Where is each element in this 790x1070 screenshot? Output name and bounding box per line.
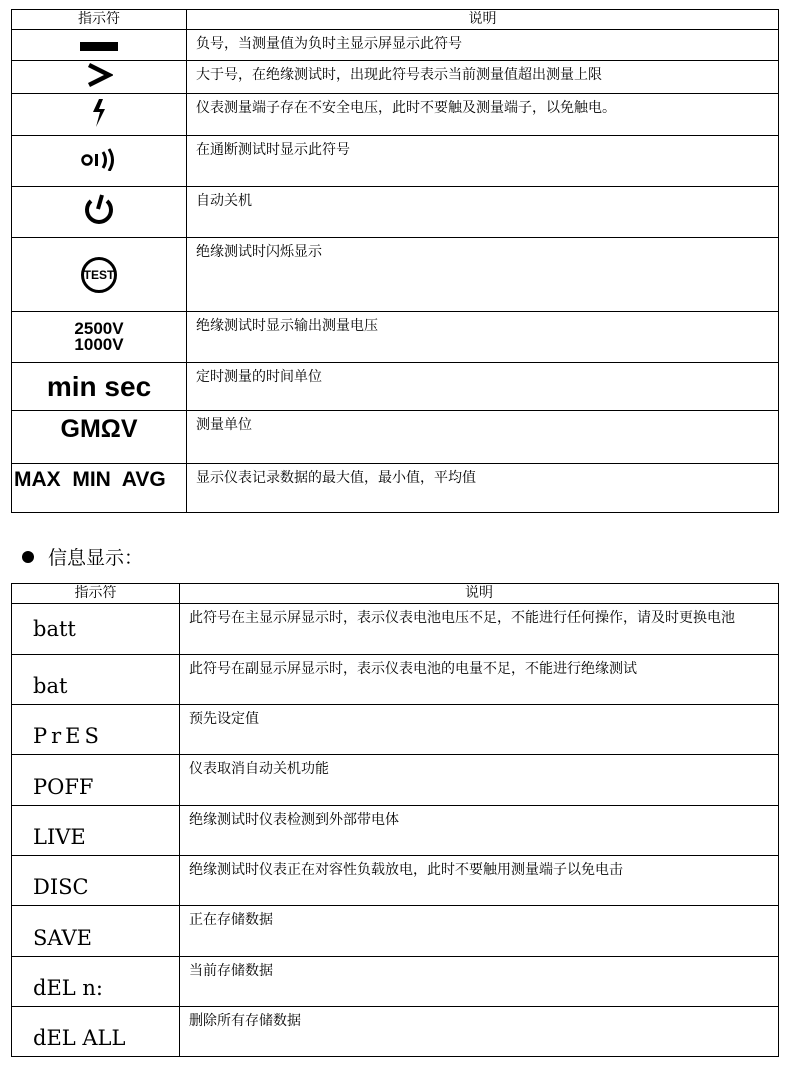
- row-description: 此符号在副显示屏显示时，表示仪表电池的电量不足，不能进行绝缘测试: [180, 655, 779, 705]
- row-description: 仪表取消自动关机功能: [180, 755, 779, 806]
- table-header: [12, 10, 779, 30]
- table-row: [12, 856, 779, 906]
- row-description: 绝缘测试时仪表正在对容性负载放电，此时不要触用测量端子以免电击: [180, 856, 779, 906]
- message-code: dEL n:: [12, 957, 180, 1007]
- row-description: 在通断测试时显示此符号: [187, 136, 779, 187]
- table-row: [12, 187, 779, 238]
- row-description: 绝缘测试时仪表检测到外部带电体: [180, 806, 779, 856]
- continuity-beep-icon: [12, 136, 187, 187]
- message-code: DISC: [12, 856, 180, 906]
- table-row: [12, 30, 779, 61]
- row-description: 绝缘测试时显示输出测量电压: [187, 312, 779, 363]
- message-code: POFF: [12, 755, 180, 806]
- header-description: 说明: [187, 10, 779, 30]
- row-description: 预先设定值: [180, 705, 779, 755]
- section-title: [22, 543, 143, 570]
- row-description: 测量单位: [187, 411, 779, 464]
- row-description: 绝缘测试时闪烁显示: [187, 238, 779, 312]
- row-description: 显示仪表记录数据的最大值，最小值，平均值: [187, 464, 779, 513]
- table-row: [12, 604, 779, 655]
- message-code: bat: [12, 655, 180, 705]
- row-description: 当前存储数据: [180, 957, 779, 1007]
- table-row: [12, 411, 779, 464]
- message-code: LIVE: [12, 806, 180, 856]
- table-row: [12, 61, 779, 94]
- greater-than-icon: [12, 61, 187, 94]
- table-row: [12, 705, 779, 755]
- row-description: 自动关机: [187, 187, 779, 238]
- row-description: 正在存储数据: [180, 906, 779, 957]
- row-description: 负号，当测量值为负时主显示屏显示此符号: [187, 30, 779, 61]
- table-row: [12, 312, 779, 363]
- indicator-table: [11, 9, 779, 513]
- row-description: 仪表测量端子存在不安全电压，此时不要触及测量端子，以免触电。: [187, 94, 779, 136]
- header-description: 说明: [180, 584, 779, 604]
- table-row: [12, 655, 779, 705]
- table-row: [12, 136, 779, 187]
- bullet-icon: [22, 551, 34, 563]
- table-row: [12, 1007, 779, 1057]
- high-voltage-icon: [12, 94, 187, 136]
- table-row: [12, 94, 779, 136]
- message-table: [11, 583, 779, 1057]
- header-symbol: 指示符: [12, 10, 187, 30]
- table-row: [12, 906, 779, 957]
- table-row: [12, 755, 779, 806]
- table-row: [12, 363, 779, 411]
- message-code: batt: [12, 604, 180, 655]
- max-min-avg-symbol: MAX MIN AVG: [12, 464, 187, 513]
- section-title-text: 信息显示：: [48, 547, 144, 569]
- row-description: 大于号，在绝缘测试时，出现此符号表示当前测量值超出测量上限: [187, 61, 779, 94]
- table-row: [12, 238, 779, 312]
- row-description: 删除所有存储数据: [180, 1007, 779, 1057]
- row-description: 此符号在主显示屏显示时，表示仪表电池电压不足，不能进行任何操作，请及时更换电池: [180, 604, 779, 655]
- table-header: [12, 584, 779, 604]
- power-off-icon: [12, 187, 187, 238]
- voltage-symbol: 2500V 1000V: [12, 312, 187, 363]
- header-symbol: 指示符: [12, 584, 180, 604]
- table-row: [12, 806, 779, 856]
- table-row: [12, 464, 779, 513]
- message-code: dEL ALL: [12, 1007, 180, 1057]
- message-code: SAVE: [12, 906, 180, 957]
- table-row: [12, 957, 779, 1007]
- unit-symbol: GMΩV: [12, 411, 187, 464]
- time-unit-symbol: min sec: [12, 363, 187, 411]
- message-code: PrES: [12, 705, 180, 755]
- minus-sign-icon: [12, 30, 187, 61]
- row-description: 定时测量的时间单位: [187, 363, 779, 411]
- test-icon: TEST: [12, 238, 187, 312]
